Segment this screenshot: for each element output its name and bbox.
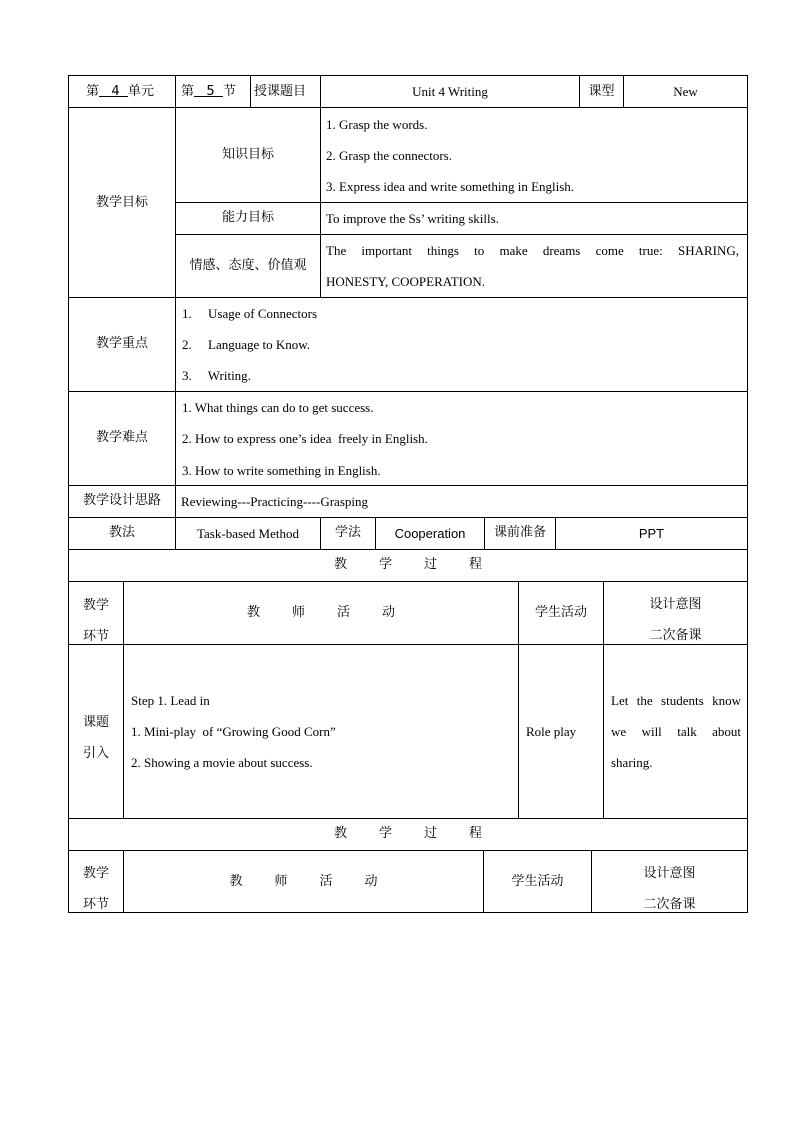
difficult-points-label: 教学难点 xyxy=(95,430,148,445)
teacher-activity-header: 教师活动 xyxy=(246,605,427,620)
learning-method-label: 学法 xyxy=(334,525,361,540)
emotion-label: 情感、态度、价值观 xyxy=(189,258,307,273)
design-line-3: sharing. xyxy=(611,755,653,770)
topic-value: Unit 4 Writing xyxy=(412,84,488,99)
design-line-1: Let the students know xyxy=(611,693,741,708)
emotion-line-1: The important things to make dreams come true: SHARING, xyxy=(326,243,739,258)
ability-text: To improve the Ss’ writing skills. xyxy=(326,211,499,226)
key-points-label: 教学重点 xyxy=(95,336,148,351)
difficult-point-2: 2. How to express one’s idea freely in English. xyxy=(182,431,428,446)
stage-header-line-2: 环节 xyxy=(82,629,109,644)
design-idea-text: Reviewing---Practicing----Grasping xyxy=(181,494,368,509)
process-title: 教学过程 xyxy=(333,557,514,572)
knowledge-item-3: 3. Express idea and write something in English. xyxy=(326,179,575,194)
learning-method-value: Cooperation xyxy=(394,526,466,541)
difficult-point-1: 1. What things can do to get success. xyxy=(182,400,374,415)
section-cell xyxy=(181,84,236,100)
preparation-value: PPT xyxy=(638,526,665,541)
ability-label: 能力目标 xyxy=(221,210,274,225)
section-prefix: 第 xyxy=(181,84,195,99)
difficult-point-3: 3. How to write something in English. xyxy=(182,463,381,478)
process-title-2: 教学过程 xyxy=(333,826,514,841)
emotion-line-2: HONESTY, COOPERATION. xyxy=(326,274,486,289)
teacher-activity-header-2: 教师活动 xyxy=(229,874,410,889)
design-header-line-2: 二次备课 xyxy=(649,628,702,643)
knowledge-item-2: 2. Grasp the connectors. xyxy=(326,148,452,163)
design-header-line-1: 设计意图 xyxy=(649,597,702,612)
student-activity-value: Role play xyxy=(526,724,577,739)
key-point-1: 1. Usage of Connectors xyxy=(182,306,318,321)
design-idea-label: 教学设计思路 xyxy=(82,493,161,508)
section-suffix: 节 xyxy=(222,84,236,99)
teacher-step-3: 2. Showing a movie about success. xyxy=(131,755,313,770)
design-header-2-line-2: 二次备课 xyxy=(643,897,696,912)
unit-prefix: 第 xyxy=(86,84,100,99)
stage-lead-in-line-1: 课题 xyxy=(82,715,109,730)
student-activity-header: 学生活动 xyxy=(534,605,587,620)
design-header xyxy=(604,589,747,651)
objectives-label: 教学目标 xyxy=(95,195,148,210)
design-header-2 xyxy=(592,858,747,920)
unit-suffix: 单元 xyxy=(127,84,154,99)
stage-header-2 xyxy=(69,858,123,920)
type-label: 课型 xyxy=(588,84,615,99)
knowledge-label: 知识目标 xyxy=(221,147,274,162)
key-point-2: 2. Language to Know. xyxy=(182,337,311,352)
stage-header-2-line-2: 环节 xyxy=(82,897,109,912)
design-line-2: we will talk about xyxy=(611,724,741,739)
key-point-3: 3. Writing. xyxy=(182,368,251,383)
unit-number: 4 xyxy=(111,84,120,99)
design-header-2-line-1: 设计意图 xyxy=(643,866,696,881)
knowledge-item-1: 1. Grasp the words. xyxy=(326,117,428,132)
teaching-method-label: 教法 xyxy=(108,525,135,540)
student-activity-header-2: 学生活动 xyxy=(511,874,564,889)
section-number: 5 xyxy=(206,84,215,99)
stage-header-2-line-1: 教学 xyxy=(82,866,109,881)
preparation-label: 课前准备 xyxy=(493,525,546,540)
teaching-method-value: Task-based Method xyxy=(197,526,299,541)
stage-header xyxy=(69,590,123,652)
unit-cell xyxy=(86,84,154,100)
stage-lead-in-line-2: 引入 xyxy=(82,746,109,761)
teacher-step-1: Step 1. Lead in xyxy=(131,693,210,708)
stage-lead-in xyxy=(69,707,123,769)
type-value: New xyxy=(673,84,698,99)
teacher-step-2: 1. Mini-play of “Growing Good Corn” xyxy=(131,724,336,739)
topic-label: 授课题目 xyxy=(254,84,307,99)
stage-header-line-1: 教学 xyxy=(82,598,109,613)
